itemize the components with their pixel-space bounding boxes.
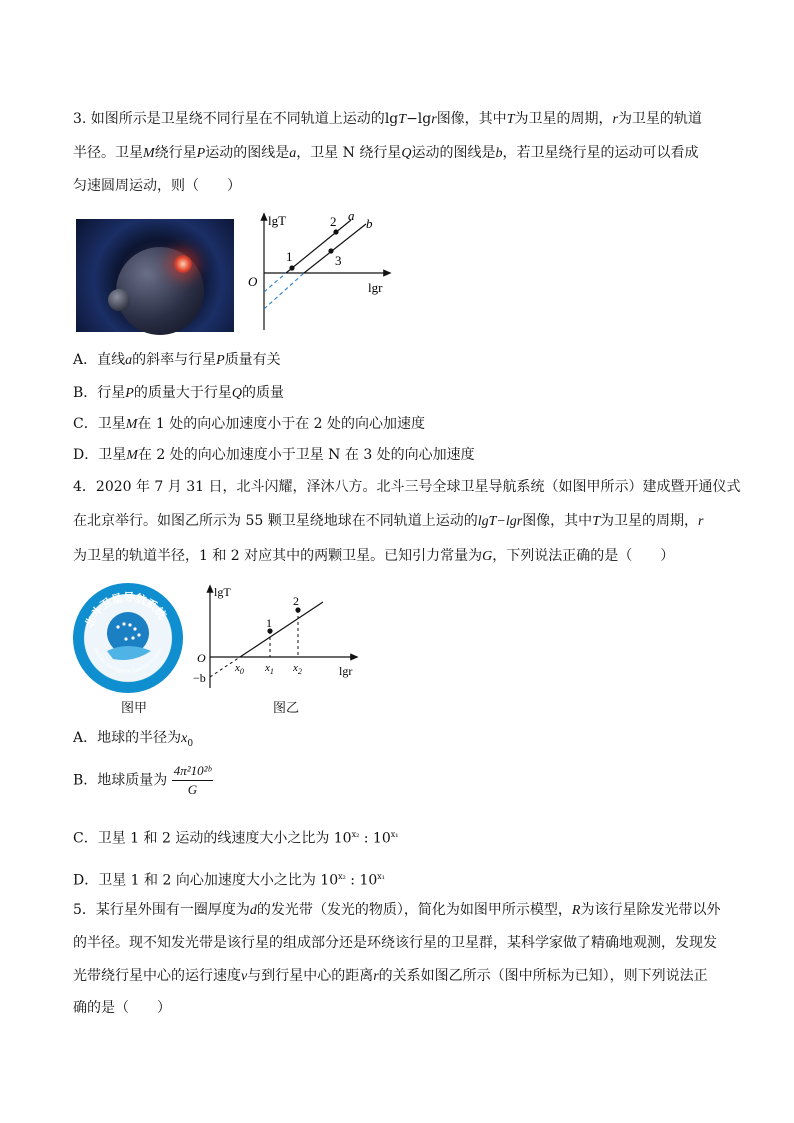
var-G: G <box>482 549 493 564</box>
q3-text: 半径。卫星 <box>73 145 143 161</box>
point-2-label: 2 <box>293 594 299 608</box>
svg-text:x2 <box>292 662 302 676</box>
var-r: r <box>612 112 618 127</box>
option-text: : 10 <box>345 872 378 889</box>
var-b: b <box>495 146 503 161</box>
q4-option-c[interactable] <box>73 825 398 849</box>
q4-line-2 <box>73 511 703 532</box>
var-P: P <box>196 146 206 161</box>
q3-text: 3. 如图所示是卫星绕不同行星在不同轨道上运动的 <box>73 111 385 127</box>
q4-line-3 <box>73 546 674 567</box>
var-Q: Q <box>231 386 242 401</box>
x1-label: x <box>265 662 270 674</box>
option-text: 在 2 处的向心加速度小于卫星 N 在 3 处的向心加速度 <box>137 447 475 463</box>
q3-line-1 <box>73 109 702 130</box>
q5-text: 光带绕行星中心的运行速度 <box>73 968 241 984</box>
q3-line-3: 匀速圆周运动，则（ ） <box>73 178 241 194</box>
q5-text: 与到行星中心的距离 <box>247 968 374 984</box>
x0-subscript: 0 <box>239 667 244 676</box>
var-r: r <box>373 969 379 984</box>
math-lgT-lgr: lgT−lgr <box>477 514 523 529</box>
q3-text: 为卫星的轨道 <box>617 111 702 127</box>
origin-label: O <box>248 274 258 289</box>
point-1-label: 1 <box>266 616 272 630</box>
q4-option-b[interactable] <box>73 762 213 799</box>
q3-text: ，卫星 N 绕行星 <box>296 145 402 161</box>
var-M: M <box>126 448 138 463</box>
point-3-label: 3 <box>335 253 342 268</box>
point-1-label: 1 <box>286 249 293 264</box>
var-x: x <box>181 731 188 746</box>
q5-text: 的关系如图乙所示（图中所标为已知），则下列说法正 <box>378 968 708 984</box>
q3-graph <box>246 208 396 333</box>
math-r: r <box>431 112 437 127</box>
q3-text: ，若卫星绕行星的运动可以看成 <box>502 145 699 161</box>
option-text: C．卫星 1 和 2 运动的线速度大小之比为 10 <box>73 830 352 847</box>
x0-label: x <box>235 662 240 674</box>
q3-option-b[interactable] <box>73 383 284 404</box>
math-minus-lg: −lg <box>406 111 432 127</box>
option-text: D．卫星 1 和 2 向心加速度大小之比为 10 <box>73 872 339 889</box>
svg-text:x0 <box>234 662 244 676</box>
x-axis-label: lgr <box>368 280 383 295</box>
line-a-label: a <box>348 208 355 223</box>
var-a: a <box>289 146 297 161</box>
var-M: M <box>125 417 138 432</box>
star-image <box>174 255 192 273</box>
q3-option-c[interactable] <box>73 414 425 435</box>
q5-line-1 <box>73 900 720 921</box>
var-T: T <box>592 514 600 529</box>
option-text: 在 1 处的向心加速度小于在 2 处的向心加速度 <box>137 416 426 432</box>
q5-text: 为该行星除发光带以外 <box>580 902 721 918</box>
option-text: 的质量大于行星 <box>133 385 232 401</box>
q4-line-1: 4．2020 年 7 月 31 日，北斗闪耀，泽沐八方。北斗三号全球卫星导航系统（如图甲所示）建成暨开通仪式 <box>73 479 741 495</box>
mass-fraction <box>172 762 213 799</box>
q5-text: 的发光带（发光的物质），简化为如图甲所示模型， <box>256 902 572 918</box>
q4-option-d[interactable] <box>73 867 385 891</box>
option-text: B．行星 <box>73 385 126 401</box>
q3-line-2 <box>73 143 699 164</box>
q4-text: 图像，其中 <box>522 513 593 529</box>
option-text: C．卫星 <box>73 416 126 432</box>
caption-figure-yi: 图乙 <box>273 701 300 716</box>
logo-text-bottom: BeiDou Navigation Satellite System <box>92 647 164 675</box>
q3-option-a[interactable] <box>73 350 281 371</box>
q4-text: ，下列说法正确的是（ ） <box>492 548 675 564</box>
var-R: R <box>571 903 581 918</box>
q5-line-3 <box>73 966 708 987</box>
q4-option-a[interactable] <box>73 728 193 754</box>
point-2-label: 2 <box>330 214 337 229</box>
option-text: A．直线 <box>73 352 126 368</box>
line-b-label: b <box>366 216 373 231</box>
y-axis-label: lgT <box>214 585 231 599</box>
var-Q: Q <box>401 146 412 161</box>
subscript: 0 <box>187 738 194 749</box>
option-text: 的斜率与行星 <box>132 352 217 368</box>
svg-text:x1 <box>264 662 274 676</box>
planet-photo <box>76 219 234 332</box>
option-text: : 10 <box>359 830 391 847</box>
exponent: x₂ <box>338 872 346 881</box>
q4-text: 在北京举行。如图乙所示为 55 颗卫星绕地球在不同轨道上运动的 <box>73 513 478 529</box>
var-P: P <box>125 386 134 401</box>
x2-subscript: 2 <box>297 667 302 676</box>
math-T: T <box>398 112 407 127</box>
q4-graph <box>193 580 368 690</box>
q5-line-2: 的半径。现不知发光带是该行星的组成部分还是环绕该行星的卫星群，某科学家做了精确地观测，发现发 <box>73 935 717 951</box>
logo-text-top: 北斗卫星导航系统 <box>83 591 168 630</box>
origin-label: O <box>197 651 206 665</box>
moon-image <box>108 289 130 311</box>
option-text: A．地球的半径为 <box>73 730 182 746</box>
var-v: v <box>241 969 248 984</box>
option-text: B．地球质量为 <box>73 772 168 789</box>
var-d: d <box>249 903 257 918</box>
q5-text: 5．某行星外围有一圈厚度为 <box>73 902 250 918</box>
exponent: x₁ <box>377 872 385 881</box>
x1-subscript: 1 <box>269 667 274 676</box>
y-axis-label: lgT <box>268 213 287 228</box>
option-text: 质量有关 <box>224 352 281 368</box>
exponent: x₁ <box>390 830 399 839</box>
math-lg: lg <box>384 111 399 127</box>
x2-label: x <box>293 662 298 674</box>
q5-line-4: 确的是（ ） <box>73 1000 171 1016</box>
option-text: D．卫星 <box>73 447 127 463</box>
q3-text: 运动的图线是 <box>205 145 290 161</box>
var-T: T <box>506 112 515 127</box>
caption-figure-jia: 图甲 <box>121 701 148 716</box>
var-M: M <box>143 146 155 161</box>
x-axis-label: lgr <box>339 664 353 678</box>
beidou-logo <box>73 583 183 693</box>
fraction-denominator: G <box>187 782 198 797</box>
var-P: P <box>216 353 225 368</box>
var-r: r <box>697 514 704 529</box>
q3-text: 为卫星的周期， <box>514 111 613 127</box>
fraction-numerator: 4π²10²ᵇ <box>172 762 213 781</box>
q4-text: 为卫星的周期， <box>599 513 698 529</box>
q3-text: 运动的图线是 <box>411 145 496 161</box>
q3-text: 图像，其中 <box>436 111 507 127</box>
exponent: x₂ <box>351 830 360 839</box>
intercept-label: −b <box>193 671 206 685</box>
q4-text: 为卫星的轨道半径，1 和 2 对应其中的两颗卫星。已知引力常量为 <box>73 548 483 564</box>
option-text: 的质量 <box>241 385 284 401</box>
var-a: a <box>125 353 133 368</box>
q3-option-d[interactable] <box>73 445 475 466</box>
q3-text: 绕行星 <box>154 145 197 161</box>
